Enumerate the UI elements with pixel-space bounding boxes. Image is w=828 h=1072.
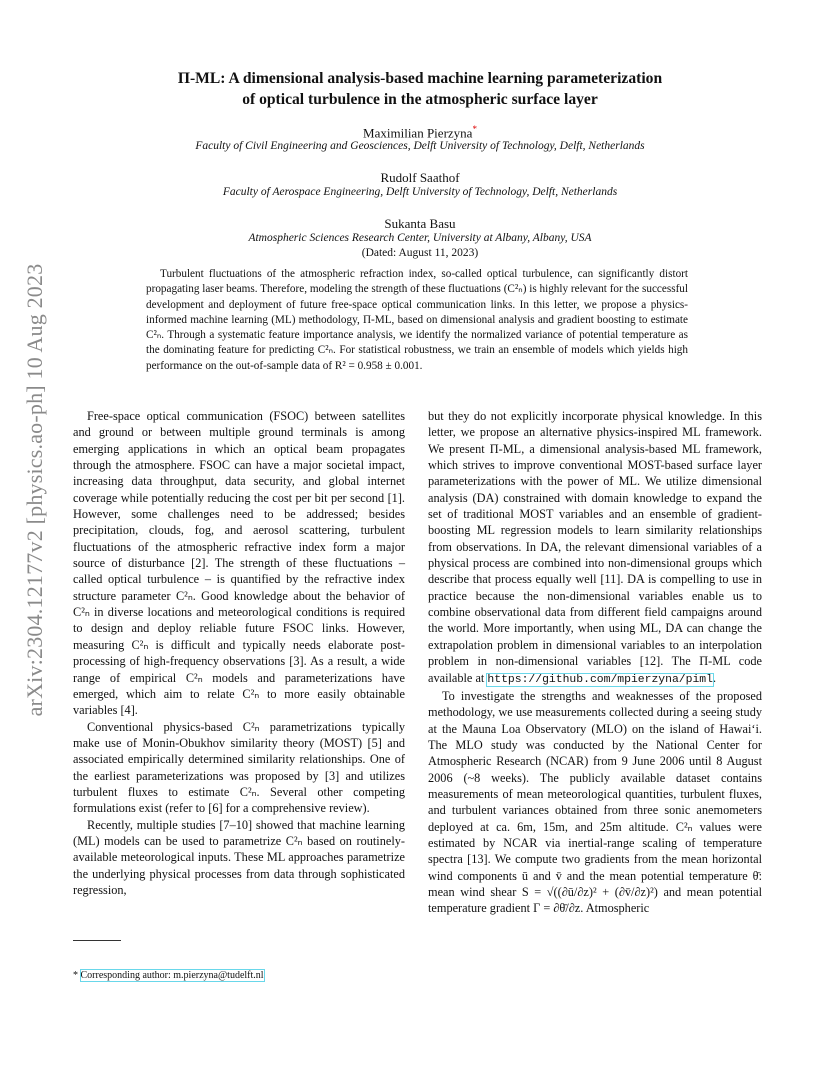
affiliation-2: Faculty of Aerospace Engineering, Delft University of Technology, Delft, Netherlands bbox=[222, 186, 618, 198]
footnote-star: * bbox=[73, 970, 78, 981]
affiliation-3: Atmospheric Sciences Research Center, University at Albany, Albany, USA bbox=[248, 232, 592, 244]
affiliation-1: Faculty of Civil Engineering and Geosciences, Delft University of Technology, Delft, Netherlands bbox=[195, 140, 645, 152]
title-line-2: of optical turbulence in the atmospheric surface layer bbox=[242, 91, 598, 108]
abstract: Turbulent fluctuations of the atmospheric refraction index, so-called optical turbulence, can significantly distort propagating laser beams. Therefore, modeling the strength of these fluctuations (C²ₙ) is highly relevant for the successful development and deployment of future free-space optical communication links. In this letter, we propose a physics-informed machine learning (ML) methodology, Π-ML, based on dimensional analysis and gradient boosting to estimate C²ₙ. Through a systematic feature importance analysis, we identify the normalized variance of potential temperature as the dominating feature for predicting C²ₙ. For statistical robustness, we train an ensemble of models which yields high performance on the out-of-sample data of R² = 0.958 ± 0.001. bbox=[146, 268, 688, 372]
left-column bbox=[73, 408, 405, 898]
author-3-name: Sukanta Basu bbox=[384, 216, 456, 231]
intro-paragraph-5: To investigate the strengths and weaknesses of the proposed methodology, we use measurements collected during a seeing study at the Mauna Loa Observatory (MLO) on the island of Hawaiʻi. The MLO study was conducted by the National Center for Atmospheric Research (NCAR) from 9 June 2006 until 8 August 2006 (~8 weeks). The publicly available dataset contains measurements of mean meteorological quantities, turbulent fluxes, and turbulent variances obtained from three sonic anemometers deployed at ca. 6m, 15m, and 25m altitude. C²ₙ values were estimated by NCAR via inertial-range scaling of temperature spectra [13]. We compute two gradients from the mean horizontal wind components ū and v̄ and the mean potential temperature θ̄: mean wind shear S = √((∂ū/∂z)² + (∂v̄/∂z)²) and mean potential temperature gradient Γ = ∂θ̄/∂z. Atmospheric bbox=[428, 688, 762, 916]
title-line-1: Π-ML: A dimensional analysis-based machine learning parameterization bbox=[177, 70, 663, 87]
footnote-marker[interactable]: * bbox=[472, 124, 477, 134]
intro-paragraph-2: Conventional physics-based C²ₙ parametrizations typically make use of Monin-Obukhov similarity theory (MOST) [5] and associated empirically determined similarity relationships. One of the earliest parameterizations was proposed by [3] and utilizes turbulent fluxes to estimate C²ₙ. Several other competing formulations exist (refer to [6] for a comprehensive review). bbox=[73, 719, 405, 816]
code-url-link[interactable]: https://github.com/mpierzyna/piml bbox=[487, 673, 713, 686]
intro-paragraph-3: Recently, multiple studies [7–10] showed that machine learning (ML) models can be used to parametrize C²ₙ based on routinely-available meteorological inputs. These ML approaches parametrize the underlying physical processes from data through sophisticated regression, bbox=[73, 817, 405, 897]
footnote bbox=[73, 970, 264, 981]
arxiv-id: arXiv:2304.12177v2 [physics.ao-ph] 10 Aug 2023 bbox=[22, 263, 47, 717]
author-3 bbox=[90, 216, 750, 232]
author-2-name: Rudolf Saathof bbox=[380, 170, 460, 185]
intro-paragraph-4: but they do not explicitly incorporate physical knowledge. In this letter, we propose an alternative physics-inspired ML framework. We present Π-ML, a dimensional analysis-based ML framework, which strives to improve conventional MOST-based surface layer parameterizations with the power of ML. We utilize dimensional analysis (DA) constrained with domain knowledge to expand the set of traditional MOST variables and an ensemble of gradient-boosting ML regression models to learn similarity relationships from observations. In DA, the relevant dimensional variables of a physical process are combined into non-dimensional groups which describe that process equally well [11]. DA is compelling to use in practice because the non-dimensional variables enable us to combine observational data from different field campaigns around the world. More importantly, when using ML, DA can change the extrapolation problem in dimensional variables to an interpolation problem in non-dimensional variables [12]. The Π-ML code available at https://github.com/mpierzyna/piml. bbox=[428, 409, 762, 686]
corresponding-author-link[interactable]: Corresponding author: m.pierzyna@tudelft.nl bbox=[80, 970, 264, 981]
dated-line: (Dated: August 11, 2023) bbox=[361, 247, 479, 259]
author-1-name: Maximilian Pierzyna bbox=[363, 125, 473, 141]
author-2 bbox=[90, 170, 750, 186]
intro-paragraph-1: Free-space optical communication (FSOC) between satellites and ground or between multiple ground terminals is among emerging applications in which an optical beam propagates through the atmosphere. FSOC can have a major societal impact, increasing data throughput, data security, and global internet coverage while potentially reducing the cost per bit per second [1]. However, some challenges need to be addressed; besides precipitation, clouds, fog, and aerosol scattering, turbulent fluctuations of the atmospheric refractive index form a major source of disturbance [2]. The strength of these fluctuations – called optical turbulence – is quantified by the refractive index structure parameter C²ₙ. Good knowledge about the behavior of C²ₙ in diverse locations and meteorological conditions is required to design and deploy reliable future FSOC links. However, measuring C²ₙ is difficult and typically needs elaborate post-processing of high-frequency observations [3]. As a result, a wide range of empirical C²ₙ models and parameterizations have emerged, which aim to relate C²ₙ to more easily obtainable variables [4]. bbox=[73, 409, 405, 718]
intro-paragraph-4-text: but they do not explicitly incorporate physical knowledge. In this letter, we propose an alternative physics-inspired ML framework. We present Π-ML, a dimensional analysis-based ML framework, which strives to improve conventional MOST-based surface layer parameterizations with the power of ML. We utilize dimensional analysis (DA) constrained with domain knowledge to expand the set of traditional MOST variables and an ensemble of gradient-boosting ML regression models to learn similarity relationships from observations. In DA, the relevant dimensional variables of a physical process are combined into non-dimensional groups which describe that process equally well [11]. DA is compelling to use in practice because the non-dimensional variables enable us to combine observational data from different field campaigns around the world. More importantly, when using ML, DA can change the extrapolation problem in dimensional variables to an interpolation problem in non-dimensional variables [12]. The Π-ML code available at bbox=[428, 409, 762, 685]
arxiv-sidebar-stamp bbox=[22, 260, 48, 720]
paper-title bbox=[90, 68, 750, 110]
author-1 bbox=[90, 124, 750, 141]
footnote-rule bbox=[73, 940, 121, 941]
right-column bbox=[428, 408, 762, 917]
